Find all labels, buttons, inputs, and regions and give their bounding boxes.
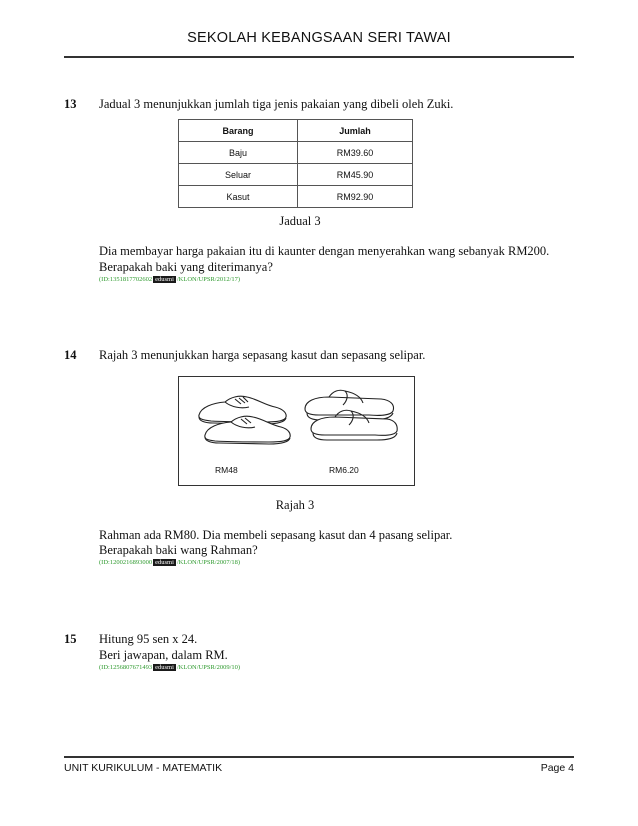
- footer-page-number: Page 4: [540, 762, 574, 774]
- question-14-line-1: Rahman ada RM80. Dia membeli sepasang kasut dan 4 pasang selipar.: [99, 528, 453, 542]
- slipper-price-label: RM6.20: [329, 465, 359, 475]
- footer-divider: [64, 756, 574, 758]
- question-14-text: Rajah 3 menunjukkan harga sepasang kasut dan sepasang selipar.: [99, 348, 426, 362]
- reference-id: (ID:1351817702602: [99, 276, 153, 283]
- question-15-line-1: Hitung 95 sen x 24.: [99, 632, 198, 646]
- table-cell-amount: RM92.90: [298, 186, 413, 208]
- table-row: [179, 164, 413, 186]
- shoe-icon: [191, 385, 291, 447]
- reference-tag: edusmi: [155, 276, 174, 283]
- table-row: [179, 186, 413, 208]
- reference-source: /KLON/UPSR/2012/17): [176, 276, 241, 283]
- reference-source: /KLON/UPSR/2009/10): [176, 664, 241, 671]
- reference-tag: edusmi: [155, 559, 174, 566]
- page-header-title: SEKOLAH KEBANGSAAN SERI TAWAI: [187, 30, 451, 46]
- question-15-line-2: Beri jawapan, dalam RM.: [99, 648, 228, 662]
- reference-source: /KLON/UPSR/2007/18): [176, 559, 241, 566]
- table-header-jumlah: Jumlah: [298, 120, 413, 142]
- shoe-price-label: RM48: [215, 465, 238, 475]
- question-14-reference: [99, 559, 240, 566]
- rajah-3-figure: [178, 376, 415, 486]
- table-header-barang: Barang: [179, 120, 298, 142]
- reference-tag: edusmi: [155, 664, 174, 671]
- table-cell-item: Kasut: [179, 186, 298, 208]
- table-header-row: [179, 120, 413, 142]
- jadual-3-caption: Jadual 3: [279, 214, 321, 228]
- header-divider: [64, 56, 574, 58]
- question-15-number: 15: [64, 632, 77, 646]
- question-14-line-2: Berapakah baki wang Rahman?: [99, 543, 258, 557]
- reference-id: (ID:1200216893000: [99, 559, 153, 566]
- table-cell-item: Seluar: [179, 164, 298, 186]
- slipper-icon: [299, 385, 399, 447]
- question-13-number: 13: [64, 97, 77, 111]
- footer-unit-label: UNIT KURIKULUM - MATEMATIK: [64, 762, 223, 774]
- table-cell-amount: RM39.60: [298, 142, 413, 164]
- table-row: [179, 142, 413, 164]
- question-13-line-1: Dia membayar harga pakaian itu di kaunter dengan menyerahkan wang sebanyak RM200.: [99, 244, 550, 258]
- question-13-reference: [99, 276, 240, 283]
- table-cell-amount: RM45.90: [298, 164, 413, 186]
- question-13-text: Jadual 3 menunjukkan jumlah tiga jenis pakaian yang dibeli oleh Zuki.: [99, 97, 454, 111]
- jadual-3-table: [178, 119, 413, 208]
- question-15-reference: [99, 664, 240, 671]
- reference-id: (ID:1256807671493: [99, 664, 153, 671]
- table-cell-item: Baju: [179, 142, 298, 164]
- rajah-3-caption: Rajah 3: [275, 498, 315, 512]
- question-13-line-2: Berapakah baki yang diterimanya?: [99, 260, 273, 274]
- question-14-number: 14: [64, 348, 77, 362]
